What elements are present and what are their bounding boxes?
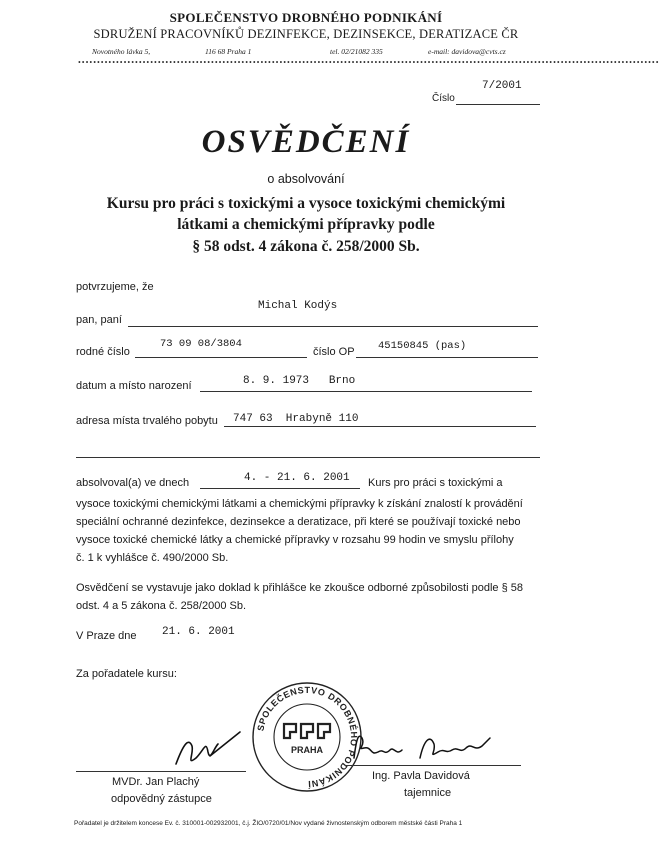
subtitle: o absolvování: [267, 172, 345, 186]
attendance-label: absolvoval(a) ve dnech: [76, 477, 190, 489]
confirm-label: potvrzujeme, že: [76, 281, 154, 293]
org-email: e-mail: davidova@cvts.cz: [428, 47, 506, 56]
left-signatory-name: MVDr. Jan Plachý: [112, 776, 200, 788]
attendance-line-3: vysoce toxické chemické látky a chemické přípravky v rozsahu 99 hodin ve smyslu přílohy: [76, 534, 514, 546]
header-divider: •••••••••••••••••••••••••••••••••••••••••••••••••••••••••••••••••••••••••••••••••••••••••••••••••••••••••••••••••••••••••••••••••••••••••••••••••••••••••: [78, 58, 660, 67]
stamp-ring-text: SPOLEČENSTVO DROBNÉHO PODNIKÁNÍ: [255, 684, 360, 790]
attendance-line: [200, 488, 360, 489]
page-title: OSVĚDČENÍ: [201, 124, 411, 160]
stamp-emblem-icon: [284, 724, 330, 738]
id-value: 45150845 (pas): [378, 340, 467, 352]
attendance-line-4: č. 1 k vyhlášce č. 490/2000 Sb.: [76, 552, 229, 564]
organization-stamp: [250, 680, 364, 794]
org-subtitle: SDRUŽENÍ PRACOVNÍKŮ DEZINFEKCE, DEZINSEKCE, DERATIZACE ČR: [93, 27, 519, 41]
id-line: [356, 357, 538, 358]
left-signatory-role: odpovědný zástupce: [111, 793, 212, 805]
left-signature-line: [76, 771, 246, 772]
address-label: adresa místa trvalého pobytu: [76, 415, 218, 427]
birth-number-line: [135, 357, 307, 358]
course-title-line3: § 58 odst. 4 zákona č. 258/2000 Sb.: [192, 238, 420, 255]
right-signatory-name: Ing. Pavla Davidová: [372, 770, 470, 782]
number-line: [456, 104, 540, 105]
attendance-text-first: Kurs pro práci s toxickými a: [368, 477, 503, 489]
name-line: [128, 326, 538, 327]
org-postcode: 116 68 Praha 1: [205, 47, 252, 56]
attendance-dates: 4. - 21. 6. 2001: [244, 472, 350, 484]
issued-label: V Praze dne: [76, 630, 137, 642]
right-signature-line: [345, 765, 521, 766]
footer-note: Pořadatel je držitelem koncese Ev. č. 310001-002932001, č.j. ŽIO/0720/01/Nov vydané živnostenským odborem městské části Praha 1: [74, 820, 463, 827]
org-name: SPOLEČENSTVO DROBNÉHO PODNIKÁNÍ: [169, 10, 443, 25]
attendance-line-2: speciální ochranné dezinfekce, dezinsekce a deratizace, při které se používají toxické nebo: [76, 516, 521, 528]
organizer-label: Za pořadatele kursu:: [76, 668, 177, 680]
number-label: Číslo: [432, 93, 455, 104]
birth-number-value: 73 09 08/3804: [160, 338, 242, 350]
birth-label: datum a místo narození: [76, 380, 192, 392]
birth-value: 8. 9. 1973 Brno: [243, 375, 356, 387]
purpose-line-2: odst. 4 a 5 zákona č. 258/2000 Sb.: [76, 600, 247, 612]
blank-line: [76, 457, 540, 458]
attendance-line-1: vysoce toxickými chemickými látkami a chemickými přípravky k získání znalostí k provádění: [76, 498, 523, 510]
id-label: číslo OP: [313, 346, 355, 358]
stamp-city: PRAHA: [290, 745, 324, 755]
course-title-line2: látkami a chemickými přípravky podle: [177, 216, 435, 233]
right-signatory-role: tajemnice: [404, 787, 452, 799]
address-value: 747 63 Hrabyně 110: [233, 413, 359, 425]
org-phone: tel. 02/21082 335: [330, 47, 383, 56]
right-signature-icon: [350, 728, 500, 768]
birth-line: [200, 391, 532, 392]
issued-date: 21. 6. 2001: [162, 626, 235, 638]
org-address: Novotného lávka 5,: [92, 47, 151, 56]
left-signature-icon: [170, 726, 250, 774]
purpose-line-1: Osvědčení se vystavuje jako doklad k přihlášce ke zkoušce odborné způsobilosti podle § 58: [76, 582, 523, 594]
name-value: Michal Kodýs: [258, 300, 338, 312]
address-line: [224, 426, 536, 427]
number-value: 7/2001: [482, 80, 522, 92]
name-label: pan, paní: [76, 314, 122, 326]
birth-number-label: rodné číslo: [76, 346, 130, 358]
course-title-line1: Kursu pro práci s toxickými a vysoce toxickými chemickými: [106, 195, 506, 212]
